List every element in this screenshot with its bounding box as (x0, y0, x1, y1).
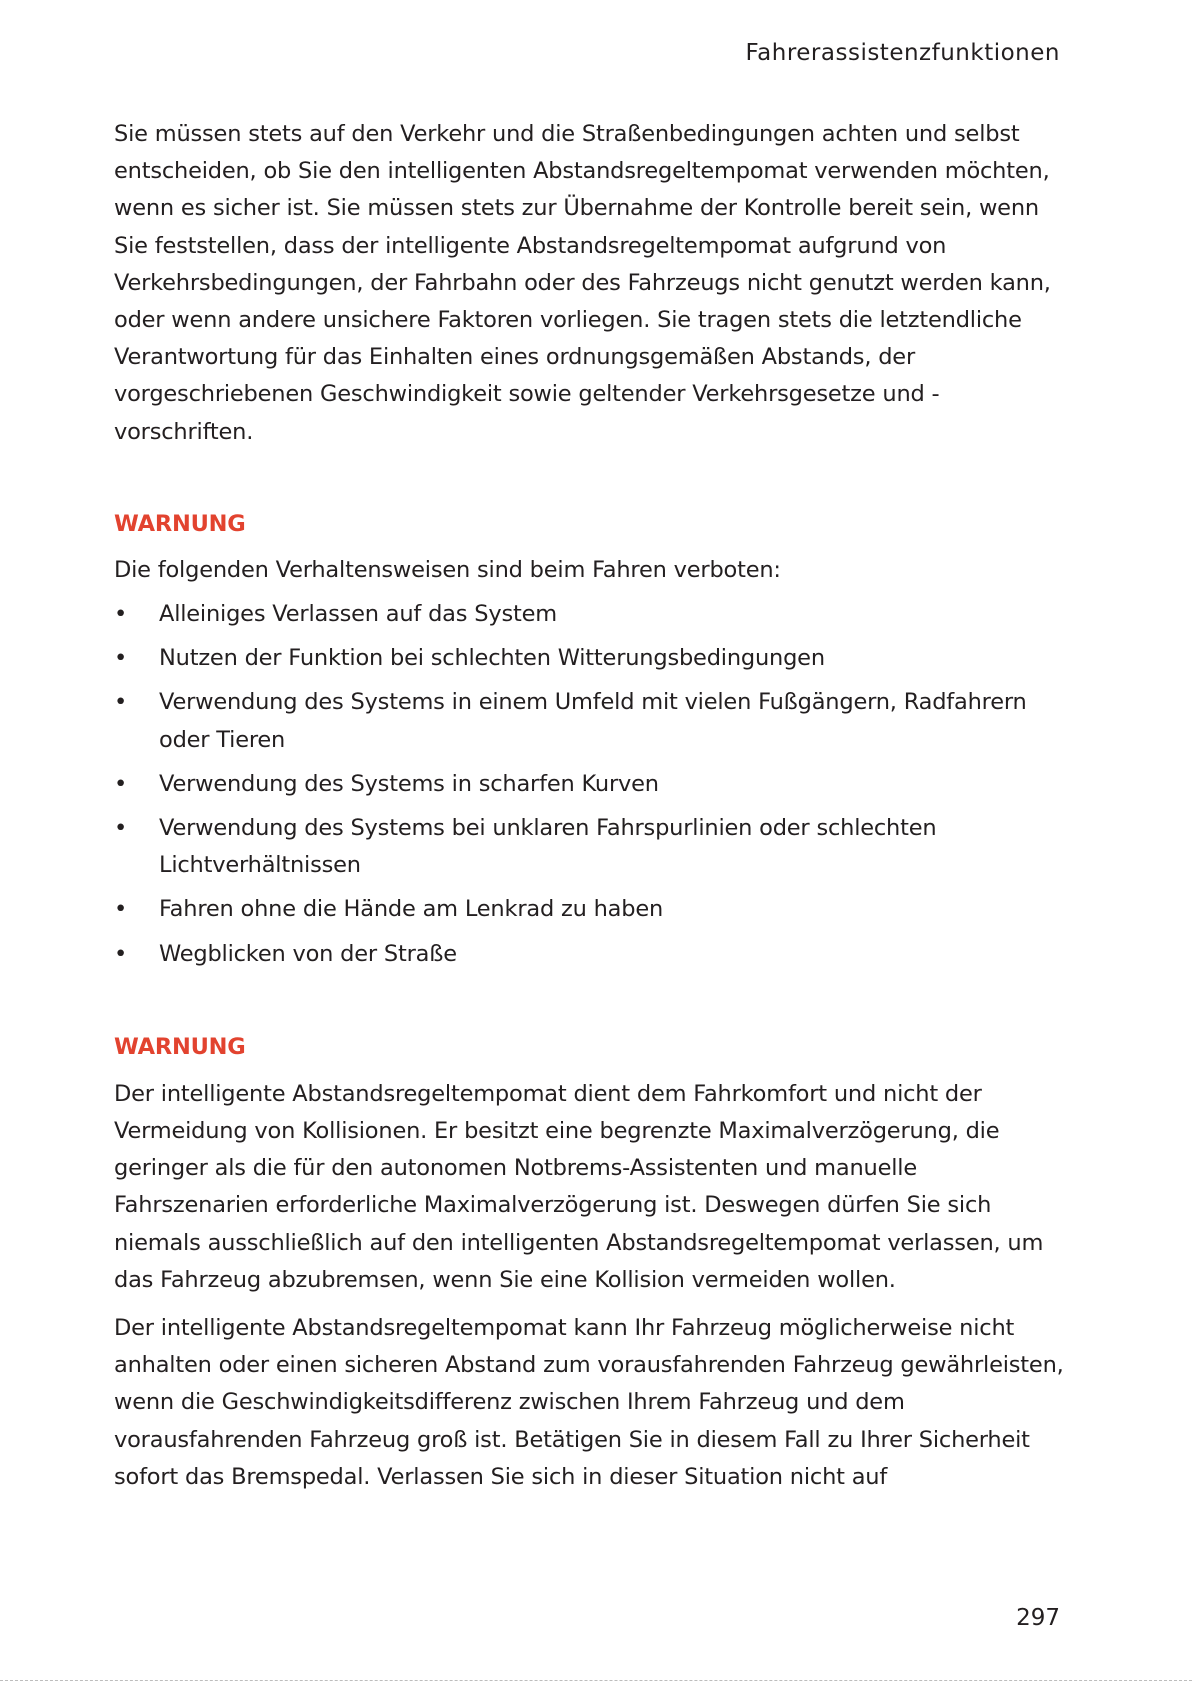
warning-intro: Die folgenden Verhaltensweisen sind beim Fahren verboten: (114, 556, 781, 583)
list-item-text: Verwendung des Systems in scharfen Kurven (159, 770, 659, 797)
warning-block-limitations (114, 1029, 1074, 1496)
warning-paragraph: Der intelligente Abstandsregeltempomat kann Ihr Fahrzeug möglicherweise nicht anhalten oder einen sicheren Abstand zum vorausfahrenden Fahrzeug gewährleisten, wenn die Geschwindigkeitsdifferenz zwischen Ihrem Fahrzeug und dem vorausfahrenden Fahrzeug groß ist. Betätigen Sie in diesem Fall zu Ihrer Sicherheit sofort das Bremspedal. Verlassen Sie sich in dieser Situation nicht auf (114, 1315, 1064, 1490)
list-item (114, 640, 1074, 677)
list-item (114, 936, 1074, 973)
list-item-text: Fahren ohne die Hände am Lenkrad zu haben (159, 896, 664, 923)
bullet-icon: • (114, 770, 128, 797)
warning-paragraph: Der intelligente Abstandsregeltempomat dient dem Fahrkomfort und nicht der Vermeidung von Kollisionen. Er besitzt eine begrenzte Maximalverzögerung, die geringer als die für den autonomen Notbrems-Assistenten und manuelle Fahrszenarien erforderliche Maximalverzögerung ist. Deswegen dürfen Sie sich niemals ausschließlich auf den intelligenten Abstandsregeltempomat verlassen, um das Fahrzeug abzubremsen, wenn Sie eine Kollision vermeiden wollen. (114, 1080, 1044, 1293)
bullet-icon: • (114, 601, 128, 628)
list-item (114, 891, 1074, 928)
intro-paragraph: Sie müssen stets auf den Verkehr und die Straßenbedingungen achten und selbst entscheiden, ob Sie den intelligenten Abstandsregeltempomat verwenden möchten, wenn es sicher ist. Sie müssen stets zur Übernahme der Kontrolle bereit sein, wenn Sie feststellen, dass der intelligente Abstandsregeltempomat aufgrund von Verkehrsbedingungen, der Fahrbahn oder des Fahrzeugs nicht genutzt werden kann, oder wenn andere unsichere Faktoren vorliegen. Sie tragen stets die letztendliche Verantwortung für das Einhalten eines ordnungsgemäßen Abstands, der vorgeschriebenen Geschwindigkeit sowie geltender Verkehrsgesetze und -vorschriften. (114, 121, 1051, 445)
list-item (114, 596, 1074, 633)
list-item-text: Wegblicken von der Straße (159, 940, 457, 967)
warning-block-prohibited-behaviours (114, 506, 1074, 973)
page-content (114, 116, 1074, 1507)
list-item-text: Nutzen der Funktion bei schlechten Witterungsbedingungen (159, 645, 825, 672)
list-item-text: Verwendung des Systems bei unklaren Fahrspurlinien oder schlechten Lichtverhältnissen (159, 815, 937, 879)
list-item (114, 810, 1074, 884)
bullet-icon: • (114, 896, 128, 923)
warning-title: WARNUNG (114, 1033, 246, 1060)
prohibited-behaviours-list (114, 596, 1074, 973)
list-item (114, 684, 1074, 758)
bullet-icon: • (114, 815, 128, 842)
running-header: Fahrerassistenzfunktionen (745, 40, 1060, 66)
bullet-icon: • (114, 940, 128, 967)
page-number: 297 (1016, 1605, 1060, 1631)
warning-title: WARNUNG (114, 510, 246, 537)
list-item (114, 766, 1074, 803)
list-item-text: Verwendung des Systems in einem Umfeld mit vielen Fußgängern, Radfahrern oder Tieren (159, 689, 1027, 753)
list-item-text: Alleiniges Verlassen auf das System (159, 601, 557, 628)
bullet-icon: • (114, 689, 128, 716)
bullet-icon: • (114, 645, 128, 672)
page-edge-divider (0, 1680, 1192, 1681)
